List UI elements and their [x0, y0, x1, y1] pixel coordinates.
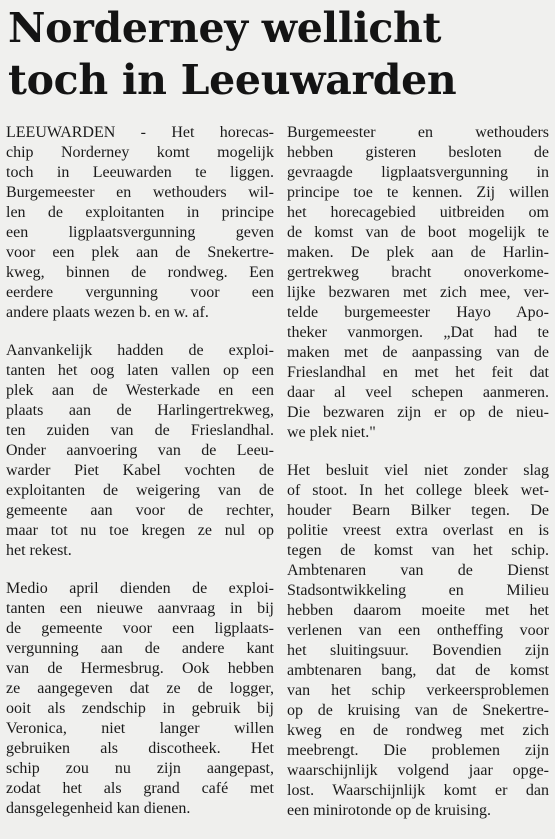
text-line: kweg en de rondweg met zich	[287, 722, 549, 739]
text-line: meebrengt. Die problemen zijn	[287, 742, 549, 759]
text-line: LEEUWARDEN - Het horecas-	[6, 124, 274, 141]
text-line: een minirotonde op de kruising.	[287, 802, 491, 819]
text-line: exploitanten de weigering van de	[6, 482, 274, 499]
text-line: plaats aan de Harlingertrekweg,	[6, 402, 274, 419]
text-line: het rekest.	[6, 542, 72, 559]
text-line: Onder aanvoering van de Leeu-	[6, 442, 274, 459]
text-line: theker vanmorgen. „Dat had te	[287, 324, 549, 341]
text-line: daar al veel schepen aanmeren.	[287, 384, 549, 401]
text-line: op de kruising van de Snekertre-	[287, 702, 549, 719]
text-line: toch in Leeuwarden te liggen.	[6, 164, 274, 181]
text-line: maken. De plek aan de Harlin-	[287, 244, 549, 261]
headline	[8, 2, 548, 106]
text-line: een ligplaatsvergunning geven	[6, 224, 274, 241]
article-paragraph	[6, 579, 274, 819]
text-line: we plek niet."	[287, 424, 376, 441]
text-line: len de exploitanten in principe	[6, 204, 274, 221]
text-line: Aanvankelijk hadden de exploi-	[6, 342, 274, 359]
text-line: de komst van de boot mogelijk te	[287, 224, 549, 241]
text-line: politie vreest extra overlast en is	[287, 522, 549, 539]
text-line: vergunning aan de andere kant	[6, 640, 274, 657]
text-line: zodat het als grand café met	[6, 780, 274, 797]
text-line: kweg, binnen de rondweg. Een	[6, 264, 274, 281]
text-line: telde burgemeester Hayo Apo-	[287, 304, 549, 321]
text-line: dansgelegenheid kan dienen.	[6, 800, 191, 817]
text-line: chip Norderney komt mogelijk	[6, 144, 274, 161]
text-line: gevraagde ligplaatsvergunning in	[287, 164, 549, 181]
text-line: Burgemeester en wethouders	[287, 124, 549, 141]
text-line: gebruiken als discotheek. Het	[6, 740, 274, 757]
text-line: Veronica, niet langer willen	[6, 720, 274, 737]
text-line: voor een plek aan de Snekertre-	[6, 244, 274, 261]
text-line: hebben daarom moeite met het	[287, 602, 549, 619]
text-line: Het besluit viel niet zonder slag	[287, 462, 549, 479]
text-line: tanten een nieuwe aanvraag in bij	[6, 600, 274, 617]
text-line: Burgemeester en wethouders wil-	[6, 184, 274, 201]
article-paragraph	[6, 123, 274, 323]
text-line: gertrekweg bracht onoverkome-	[287, 264, 549, 281]
text-line: gemeente aan voor de rechter,	[6, 502, 274, 519]
text-line: schip zou nu zijn aangepast,	[6, 760, 274, 777]
headline-line-1: Norderney wellicht	[8, 4, 442, 52]
text-line: verlenen van een ontheffing voor	[287, 622, 549, 639]
text-line: andere plaats wezen b. en w. af.	[6, 304, 209, 321]
text-line: van de Hermesbrug. Ook hebben	[6, 660, 274, 677]
text-line: lijke bezwaren met zich mee, ver-	[287, 284, 549, 301]
text-line: Ambtenaren van de Dienst	[287, 562, 549, 579]
text-line: Frieslandhal en met het feit dat	[287, 364, 549, 381]
text-line: Die bezwaren zijn er op de nieu-	[287, 404, 549, 421]
text-line: eerdere vergunning voor een	[6, 284, 274, 301]
article-column-left	[6, 123, 274, 837]
text-line: ze aangegeven dat ze de logger,	[6, 680, 274, 697]
article-column-right	[287, 123, 549, 839]
text-line: tanten het oog laten vallen op een	[6, 362, 274, 379]
text-line: Medio april dienden de exploi-	[6, 580, 274, 597]
text-line: tegen de komst van het schip.	[287, 542, 549, 559]
text-line: van het schip verkeersproblemen	[287, 682, 549, 699]
text-line: het sluitingsuur. Bovendien zijn	[287, 642, 549, 659]
text-line: de gemeente voor een ligplaats-	[6, 620, 274, 637]
text-line: ten zuiden van de Frieslandhal.	[6, 422, 274, 439]
text-line: plek aan de Westerkade en een	[6, 382, 274, 399]
text-line: maar tot nu toe kregen ze nul op	[6, 522, 274, 539]
text-line: hebben gisteren besloten de	[287, 144, 549, 161]
text-line: Stadsontwikkeling en Milieu	[287, 582, 549, 599]
text-line: of stoot. In het college bleek wet-	[287, 482, 549, 499]
text-line: ambtenaren bang, dat de komst	[287, 662, 549, 679]
text-line: warder Piet Kabel vochten de	[6, 462, 274, 479]
column-gutter	[279, 123, 280, 793]
text-line: lost. Waarschijnlijk komt er dan	[287, 782, 549, 799]
article-paragraph	[6, 341, 274, 561]
headline-line-2: toch in Leeuwarden	[8, 56, 457, 104]
text-line: maken met de aanpassing van de	[287, 344, 549, 361]
text-line: het horecagebied uitbreiden om	[287, 204, 549, 221]
article-paragraph	[287, 123, 549, 443]
text-line: houder Bearn Bilker tegen. De	[287, 502, 549, 519]
article-paragraph	[287, 461, 549, 821]
text-line: principe toe te kennen. Zij willen	[287, 184, 549, 201]
text-line: ooit als zendschip in gebruik bij	[6, 700, 274, 717]
text-line: waarschijnlijk volgend jaar opge-	[287, 762, 549, 779]
